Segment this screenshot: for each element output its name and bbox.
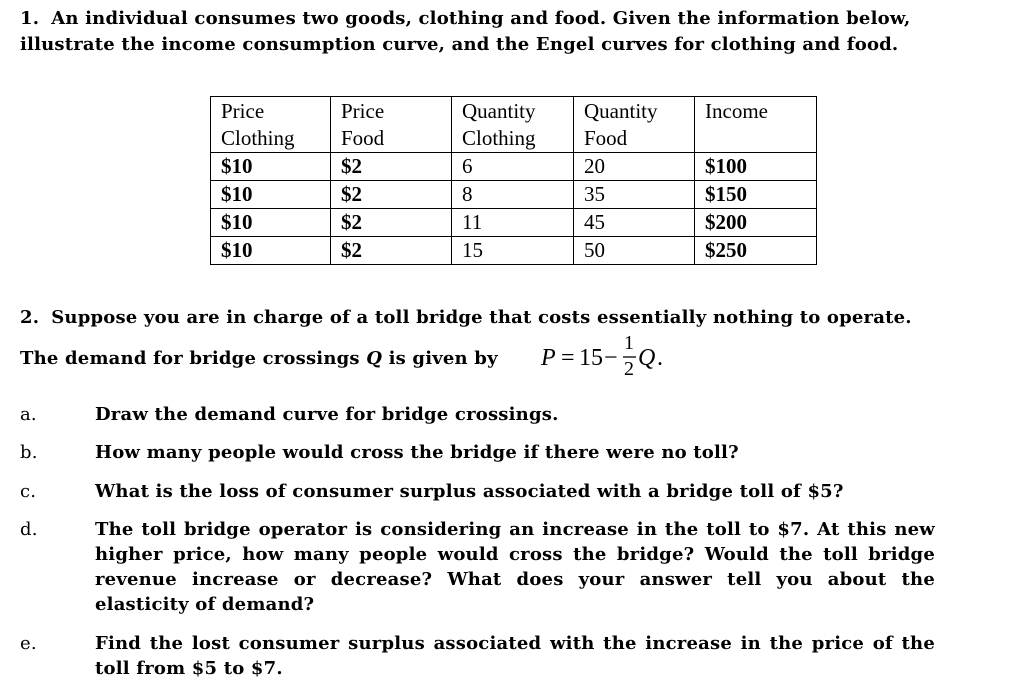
eq-lhs: P: [541, 345, 556, 371]
part-text: Find the lost consumer surplus associated with the increase in the price of the toll from $5 to $7.: [95, 633, 935, 679]
eq-equals: =: [561, 345, 575, 371]
part-text: What is the loss of consumer surplus associated with a bridge toll of $5?: [95, 481, 844, 502]
cell-price-food: $2: [331, 237, 452, 265]
eq-numerator: 1: [624, 332, 634, 354]
cell-quantity-clothing: 6: [452, 153, 574, 181]
cell-income: $250: [695, 237, 817, 265]
cell-price-food: $2: [331, 153, 452, 181]
cell-quantity-food: 45: [574, 209, 695, 237]
question-1-number: 1.: [20, 8, 40, 29]
part-text: The toll bridge operator is considering an increase in the toll to $7. At this new higher price, how many people would cross the bridge? Would the toll bridge revenue increase or decrease? What does your answer tell you about the elasticity of demand?: [95, 519, 935, 615]
cell-price-food: $2: [331, 209, 452, 237]
cell-price-clothing: $10: [211, 153, 331, 181]
table-row: [211, 181, 817, 209]
question-2: [20, 305, 1010, 331]
question-1-text: An individual consumes two goods, clothing and food. Given the information below, illustrate the income consumption curve, and the Engel curves for clothing and food.: [20, 8, 911, 55]
table-row: [211, 209, 817, 237]
eq-period: .: [657, 345, 663, 371]
header-quantity-clothing: Quantity Clothing: [452, 97, 574, 153]
table-row: [211, 237, 817, 265]
question-2-number: 2.: [20, 307, 40, 328]
cell-income: $100: [695, 153, 817, 181]
demand-equation: [540, 324, 690, 376]
part-text: Draw the demand curve for bridge crossings.: [95, 404, 559, 425]
question-2-line-1: Suppose you are in charge of a toll bridge that costs essentially nothing to operate.: [51, 307, 912, 328]
part-label: c.: [20, 481, 37, 502]
cell-price-clothing: $10: [211, 237, 331, 265]
eq-var: Q: [638, 345, 656, 371]
part-label: e.: [20, 633, 37, 654]
header-price-food: Price Food: [331, 97, 452, 153]
eq-constant: 15: [579, 345, 603, 371]
cell-price-clothing: $10: [211, 181, 331, 209]
consumption-table: [210, 96, 817, 265]
header-price-clothing: Price Clothing: [211, 97, 331, 153]
cell-quantity-food: 20: [574, 153, 695, 181]
part-label: a.: [20, 404, 37, 425]
part-label: d.: [20, 519, 38, 540]
cell-price-food: $2: [331, 181, 452, 209]
cell-quantity-food: 50: [574, 237, 695, 265]
part-label: b.: [20, 442, 38, 463]
header-quantity-food: Quantity Food: [574, 97, 695, 153]
question-1: [20, 6, 1010, 58]
header-income: Income: [695, 97, 817, 153]
eq-minus: −: [604, 345, 618, 371]
cell-income: $200: [695, 209, 817, 237]
quantity-variable: Q: [366, 348, 383, 369]
cell-quantity-clothing: 15: [452, 237, 574, 265]
question-2-line-2: The demand for bridge crossings Q is given by: [20, 348, 498, 369]
cell-quantity-food: 35: [574, 181, 695, 209]
table-row: [211, 153, 817, 181]
cell-quantity-clothing: 8: [452, 181, 574, 209]
cell-quantity-clothing: 11: [452, 209, 574, 237]
part-text: How many people would cross the bridge if there were no toll?: [95, 442, 739, 463]
table-header-row: [211, 97, 817, 153]
cell-price-clothing: $10: [211, 209, 331, 237]
cell-income: $150: [695, 181, 817, 209]
eq-denominator: 2: [624, 358, 634, 376]
